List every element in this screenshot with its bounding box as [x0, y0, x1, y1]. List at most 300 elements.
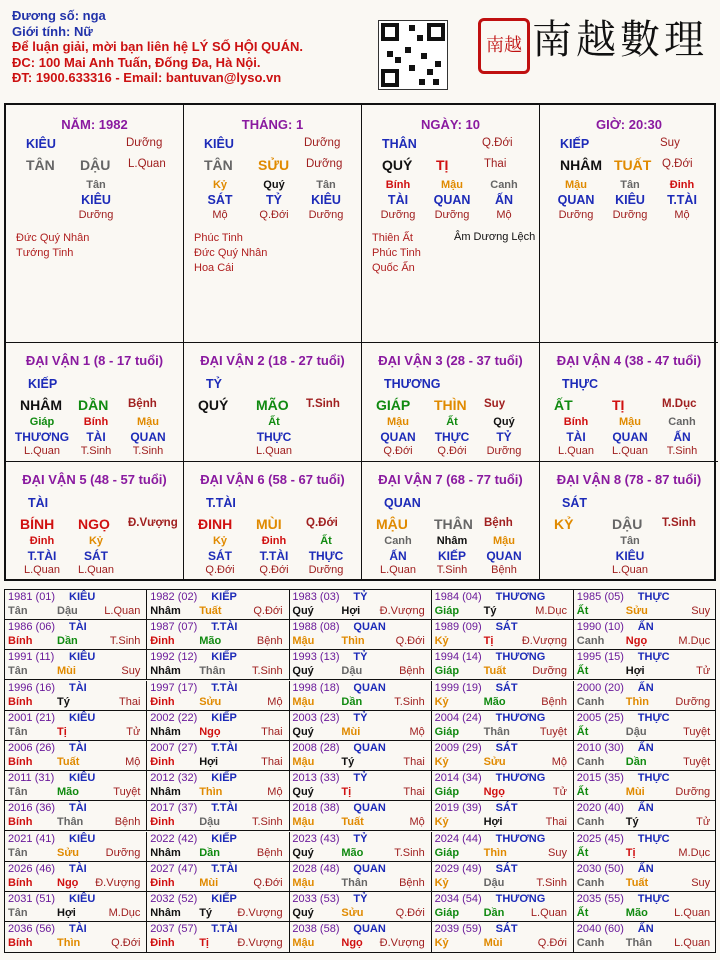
- year-state: L.Quan: [674, 937, 711, 950]
- dai-van-branch: THÂN: [434, 516, 473, 532]
- dai-van-state: Suy: [484, 398, 506, 410]
- year-label: 2014 (34): [434, 772, 482, 785]
- year-cell[interactable]: [147, 922, 289, 952]
- year-state: Q.Đới: [253, 605, 283, 617]
- year-stem: Canh: [576, 876, 605, 889]
- year-branch: Tị: [625, 846, 636, 859]
- year-state: Q.Đới: [537, 937, 567, 950]
- year-branch: Thân: [199, 665, 226, 678]
- address-line: ĐC: 100 Mai Anh Tuấn, Đống Đa, Hà Nội.: [12, 54, 261, 70]
- hidden-stem: Mậu: [619, 416, 641, 428]
- phone-email-line: ĐT: 1900.633316 - Email: bantuvan@lyso.vn: [12, 70, 282, 85]
- year-stem: Tân: [8, 907, 28, 919]
- year-label: 2004 (24): [434, 711, 482, 724]
- year-label: 2032 (52): [150, 893, 198, 905]
- year-cell[interactable]: [5, 681, 147, 711]
- hidden-god: QUAN: [433, 193, 471, 207]
- hidden-stem: Đinh: [669, 179, 695, 191]
- year-cell[interactable]: [5, 892, 147, 922]
- earthly-branch: DẬU: [80, 157, 111, 173]
- year-god: TỶ: [353, 651, 368, 664]
- year-branch: Hợi: [199, 756, 219, 768]
- year-branch: Hợi: [483, 816, 503, 829]
- earthly-branch: TỊ: [436, 157, 449, 173]
- year-stem: Tân: [8, 786, 28, 799]
- year-stem: Mậu: [292, 876, 315, 889]
- year-god: THỰC: [637, 832, 670, 845]
- year-label: 2012 (32): [150, 772, 198, 785]
- year-cell[interactable]: [289, 892, 431, 922]
- dai-van-branch: MÃO: [256, 397, 289, 413]
- year-god: ẤN: [637, 681, 654, 694]
- year-label: 2005 (25): [576, 711, 624, 724]
- year-cell[interactable]: [574, 801, 716, 831]
- year-cell[interactable]: [5, 620, 147, 650]
- hidden-stem: Đinh: [29, 535, 55, 547]
- dai-van-state: T.Sinh: [306, 398, 340, 410]
- year-state: T.Sinh: [109, 635, 141, 648]
- year-label: 1994 (14): [434, 651, 482, 664]
- year-cell[interactable]: [147, 650, 289, 680]
- dai-van-title[interactable]: ĐẠI VẬN 6 (58 - 67 tuổi): [200, 472, 345, 487]
- year-branch: Dậu: [341, 665, 363, 678]
- year-state: Q.Đới: [395, 635, 425, 648]
- year-cell[interactable]: [5, 590, 147, 620]
- hidden-state: L.Quan: [77, 564, 115, 576]
- hidden-stem: Mậu: [493, 535, 515, 547]
- pillar-cell: [362, 105, 540, 343]
- dai-van-branch: MÙI: [256, 516, 282, 532]
- year-branch: Ngọ: [483, 786, 505, 799]
- star-note: Tướng Tinh: [16, 247, 74, 259]
- year-stem: Ất: [576, 907, 589, 919]
- year-state: L.Quan: [104, 605, 141, 617]
- hidden-god: KIẾP: [437, 549, 467, 563]
- hidden-state: L.Quan: [23, 445, 61, 457]
- year-cell[interactable]: [289, 832, 431, 862]
- year-state: Tuyệt: [539, 725, 567, 738]
- star-note: Đức Quý Nhân: [16, 232, 90, 244]
- hidden-state: T.Sinh: [132, 445, 164, 457]
- hidden-stem: Tân: [316, 179, 336, 191]
- star-note: Quốc Ấn: [372, 262, 415, 274]
- year-label: 2000 (20): [576, 681, 624, 694]
- year-cell[interactable]: [289, 711, 431, 741]
- year-cell[interactable]: [432, 681, 574, 711]
- hidden-state: T.Sinh: [666, 445, 698, 457]
- year-stem: Nhâm: [150, 907, 181, 919]
- year-label: 1997 (17): [150, 681, 198, 694]
- dai-van-cell: [362, 343, 540, 462]
- pillar-god-state: Dưỡng: [126, 137, 163, 149]
- year-god: QUAN: [353, 621, 386, 634]
- hidden-state: L.Quan: [611, 445, 649, 457]
- dai-van-state: Bệnh: [484, 517, 513, 529]
- hidden-stem: Canh: [490, 179, 518, 191]
- year-label: 2038 (58): [292, 923, 340, 936]
- hidden-state: T.Sinh: [436, 564, 468, 576]
- year-god: KIÊU: [69, 591, 96, 603]
- year-stem: Canh: [576, 695, 605, 708]
- year-cell[interactable]: [289, 862, 431, 892]
- year-label: 2023 (43): [292, 832, 340, 845]
- hidden-state: Dưỡng: [612, 209, 648, 221]
- year-state: Dưỡng: [105, 846, 141, 859]
- year-branch: Hợi: [57, 907, 76, 919]
- dai-van-title[interactable]: ĐẠI VẬN 5 (48 - 57 tuổi): [22, 472, 167, 487]
- year-god: ẤN: [637, 802, 654, 815]
- year-branch: Dậu: [199, 816, 220, 829]
- hidden-state: Q.Đới: [437, 445, 467, 457]
- year-god: SÁT: [495, 742, 518, 754]
- year-label: 2030 (50): [576, 862, 624, 875]
- year-god: KIẾP: [211, 772, 237, 785]
- year-branch: Dậu: [57, 605, 78, 617]
- dai-van-state: Bệnh: [128, 398, 157, 410]
- year-label: 2020 (40): [576, 802, 624, 815]
- year-cell[interactable]: [147, 832, 289, 862]
- year-branch: Tị: [483, 635, 494, 648]
- year-branch: Tuất: [57, 756, 80, 768]
- branch-state: Dưỡng: [306, 158, 343, 170]
- year-god: T.TÀI: [211, 621, 238, 634]
- year-stem: Ất: [576, 846, 589, 859]
- year-branch: Sửu: [57, 846, 80, 859]
- year-stem: Kỷ: [434, 937, 449, 950]
- year-stem: Canh: [576, 635, 605, 648]
- hidden-stem: Tân: [620, 535, 640, 547]
- year-label: 1989 (09): [434, 621, 482, 634]
- hidden-stem: Mậu: [565, 179, 587, 191]
- year-branch: Mão: [483, 695, 506, 708]
- year-cell[interactable]: [147, 801, 289, 831]
- year-state: Tử: [552, 786, 567, 799]
- year-cell[interactable]: [432, 771, 574, 801]
- year-branch: Dần: [483, 907, 505, 919]
- year-god: TÀI: [69, 742, 87, 754]
- dai-van-title[interactable]: ĐẠI VẬN 2 (18 - 27 tuổi): [200, 353, 345, 368]
- year-cell[interactable]: [432, 620, 574, 650]
- year-stem: Bính: [8, 816, 33, 829]
- year-branch: Dần: [57, 635, 78, 648]
- year-stem: Ất: [576, 786, 589, 799]
- year-cell[interactable]: [432, 711, 574, 741]
- year-cell[interactable]: [574, 711, 716, 741]
- year-branch: Tý: [57, 695, 70, 708]
- year-branch: Mão: [199, 635, 222, 648]
- star-note: Phúc Tinh: [194, 232, 243, 244]
- year-cell[interactable]: [147, 590, 289, 620]
- hidden-god: TÀI: [566, 430, 586, 444]
- hidden-god: QUAN: [130, 430, 166, 444]
- year-cell[interactable]: [289, 620, 431, 650]
- hidden-god: T.TÀI: [27, 549, 57, 563]
- year-stem: Đinh: [150, 695, 175, 708]
- hidden-state: Dưỡng: [558, 209, 594, 221]
- year-cell[interactable]: [574, 862, 716, 892]
- year-stem: Đinh: [150, 937, 175, 950]
- year-branch: Mão: [341, 846, 364, 859]
- year-branch: Tị: [199, 937, 209, 950]
- year-state: Q.Đới: [111, 937, 141, 950]
- year-label: 1982 (02): [150, 591, 198, 603]
- dai-van-title[interactable]: ĐẠI VẬN 3 (28 - 37 tuổi): [378, 353, 523, 368]
- year-stem: Giáp: [434, 605, 460, 617]
- year-stem: Tân: [8, 846, 28, 859]
- year-label: 1995 (15): [576, 651, 624, 664]
- hidden-god: SÁT: [207, 193, 233, 207]
- year-label: 2037 (57): [150, 923, 198, 936]
- dai-van-cell: [6, 343, 184, 462]
- hidden-god: ẤN: [494, 193, 514, 207]
- dai-van-branch: TỊ: [612, 397, 625, 413]
- year-cell[interactable]: [147, 862, 289, 892]
- year-god: KIẾP: [211, 651, 237, 664]
- year-cell[interactable]: [574, 771, 716, 801]
- dai-van-title[interactable]: ĐẠI VẬN 4 (38 - 47 tuổi): [556, 353, 702, 368]
- year-cell[interactable]: [432, 922, 574, 952]
- dai-van-title[interactable]: ĐẠI VẬN 8 (78 - 87 tuổi): [556, 472, 702, 487]
- hidden-stem: Kỷ: [88, 535, 104, 547]
- year-branch: Thân: [57, 816, 84, 829]
- year-stem: Kỷ: [434, 876, 449, 889]
- year-god: T.TÀI: [211, 923, 238, 936]
- year-stem: Bính: [8, 876, 33, 889]
- year-god: TÀI: [69, 681, 87, 694]
- dai-van-cell: [540, 462, 718, 581]
- year-branch: Ngọ: [625, 635, 648, 648]
- year-god: QUAN: [353, 742, 386, 754]
- year-label: 2011 (31): [8, 772, 55, 785]
- year-stem: Mậu: [292, 816, 315, 829]
- dai-van-stem: ẤT: [554, 397, 573, 413]
- year-label: 2025 (45): [576, 832, 624, 845]
- year-god: TÀI: [69, 862, 87, 875]
- year-cell[interactable]: [574, 922, 716, 952]
- year-cell[interactable]: [289, 922, 431, 952]
- pillar-god-state: Q.Đới: [482, 137, 513, 149]
- year-god: SÁT: [495, 621, 518, 634]
- year-god: TỶ: [353, 772, 368, 785]
- year-cell[interactable]: [5, 741, 147, 771]
- dai-van-stem: NHÂM: [20, 397, 62, 413]
- year-cell[interactable]: [5, 650, 147, 680]
- year-stem: Quý: [292, 725, 314, 738]
- hidden-state: L.Quan: [23, 564, 61, 576]
- year-branch: Thìn: [57, 937, 81, 950]
- year-branch: Ngọ: [57, 876, 79, 889]
- year-state: Tử: [126, 725, 141, 738]
- year-stem: Bính: [8, 756, 33, 768]
- hidden-god: SÁT: [84, 549, 108, 563]
- year-cell[interactable]: [574, 892, 716, 922]
- year-cell[interactable]: [147, 892, 289, 922]
- pillar-god: KIÊU: [204, 137, 234, 151]
- hidden-god: KIÊU: [81, 193, 111, 207]
- year-stem: Quý: [292, 907, 314, 919]
- pillar-title[interactable]: NGÀY: 10: [421, 117, 480, 132]
- year-label: 2029 (49): [434, 862, 482, 875]
- year-god: THƯƠNG: [495, 591, 546, 603]
- year-branch: Ngọ: [341, 937, 363, 950]
- year-label: 2007 (27): [150, 742, 198, 754]
- year-branch: Tý: [199, 907, 213, 919]
- year-god: THỰC: [637, 893, 670, 905]
- hidden-stem: Mậu: [387, 416, 409, 428]
- year-god: SÁT: [495, 681, 518, 694]
- heavenly-stem: TÂN: [26, 157, 55, 173]
- dai-van-title[interactable]: ĐẠI VẬN 1 (8 - 17 tuổi): [25, 353, 164, 368]
- pillar-title[interactable]: THÁNG: 1: [241, 117, 304, 132]
- year-cell[interactable]: [289, 771, 431, 801]
- hidden-stem: Tân: [86, 179, 106, 191]
- year-god: TỶ: [353, 591, 368, 603]
- year-cell[interactable]: [432, 862, 574, 892]
- year-stem: Nhâm: [150, 786, 181, 799]
- hidden-stem: Nhâm: [436, 535, 468, 547]
- year-state: Bệnh: [399, 876, 425, 889]
- year-cell[interactable]: [432, 832, 574, 862]
- brand-logo: 南越數理: [532, 17, 708, 63]
- header-info: [12, 8, 303, 86]
- year-stem: Quý: [292, 786, 314, 799]
- year-god: THƯƠNG: [495, 711, 546, 724]
- contact-line: Để luận giải, mời bạn liên hệ LÝ SỐ HỘI QUÁN.: [12, 39, 303, 54]
- year-cell[interactable]: [289, 590, 431, 620]
- year-stem: Đinh: [150, 756, 175, 768]
- year-state: Mộ: [551, 756, 567, 768]
- year-branch: Thân: [625, 937, 653, 950]
- year-label: 2013 (33): [292, 772, 340, 785]
- dai-van-god: TÀI: [28, 496, 49, 510]
- dai-van-stem: QUÝ: [198, 397, 229, 413]
- year-branch: Mùi: [483, 937, 503, 950]
- dai-van-title[interactable]: ĐẠI VẬN 7 (68 - 77 tuổi): [378, 472, 523, 487]
- hidden-state: Mộ: [212, 209, 228, 221]
- year-state: Tử: [696, 816, 711, 829]
- year-cell[interactable]: [432, 892, 574, 922]
- year-cell[interactable]: [289, 801, 431, 831]
- pillar-title[interactable]: GIỜ: 20:30: [595, 117, 662, 132]
- year-label: 1988 (08): [292, 621, 340, 634]
- year-cell[interactable]: [5, 832, 147, 862]
- year-state: Q.Đới: [395, 907, 425, 919]
- dai-van-branch: DẬU: [612, 516, 643, 532]
- year-label: 2034 (54): [434, 893, 482, 905]
- year-god: THƯƠNG: [495, 832, 546, 845]
- year-cell[interactable]: [147, 771, 289, 801]
- hidden-stem: Kỷ: [212, 535, 228, 547]
- year-cell[interactable]: [574, 590, 716, 620]
- hidden-stem: Bính: [385, 179, 411, 191]
- year-cell[interactable]: [147, 620, 289, 650]
- year-cell[interactable]: [289, 650, 431, 680]
- year-cell[interactable]: [147, 711, 289, 741]
- heavenly-stem: QUÝ: [382, 157, 413, 173]
- year-god: QUAN: [353, 862, 386, 875]
- year-label: 2039 (59): [434, 923, 482, 936]
- hidden-state: Dưỡng: [434, 209, 470, 221]
- year-label: 2002 (22): [150, 711, 198, 724]
- year-cell[interactable]: [5, 771, 147, 801]
- year-god: THƯƠNG: [495, 651, 546, 664]
- hidden-state: Dưỡng: [486, 445, 522, 457]
- year-cell[interactable]: [5, 801, 147, 831]
- hidden-stem: Bính: [563, 416, 589, 428]
- year-state: Suy: [691, 605, 711, 617]
- pillar-god: KIẾP: [560, 137, 590, 151]
- year-cell[interactable]: [574, 681, 716, 711]
- year-cell[interactable]: [432, 590, 574, 620]
- year-cell[interactable]: [574, 741, 716, 771]
- year-label: 1991 (11): [8, 651, 55, 664]
- dai-van-god: THƯƠNG: [384, 377, 441, 391]
- year-state: Tử: [696, 665, 711, 678]
- year-cell[interactable]: [147, 681, 289, 711]
- pillar-god-state: Dưỡng: [304, 137, 341, 149]
- year-branch: Dần: [625, 756, 647, 768]
- year-cell[interactable]: [432, 801, 574, 831]
- year-branch: Tuất: [341, 816, 364, 829]
- hidden-god: THỰC: [256, 430, 292, 444]
- year-label: 2015 (35): [576, 772, 624, 785]
- gender: Giới tính: Nữ: [12, 23, 93, 39]
- year-cell[interactable]: [147, 741, 289, 771]
- heavenly-stem: TÂN: [204, 157, 233, 173]
- pillar-title[interactable]: NĂM: 1982: [61, 117, 128, 132]
- year-label: 2031 (51): [8, 893, 56, 905]
- year-branch: Tý: [483, 605, 497, 617]
- year-branch: Dần: [199, 846, 220, 859]
- year-cell[interactable]: [574, 650, 716, 680]
- year-cell[interactable]: [432, 741, 574, 771]
- year-cell[interactable]: [574, 832, 716, 862]
- year-cell[interactable]: [5, 862, 147, 892]
- year-branch: Thìn: [625, 695, 650, 708]
- year-stem: Canh: [576, 756, 605, 768]
- year-god: QUAN: [353, 923, 386, 936]
- year-label: 1984 (04): [434, 591, 482, 603]
- year-stem: Giáp: [434, 907, 460, 919]
- year-cell[interactable]: [574, 620, 716, 650]
- year-cell[interactable]: [432, 650, 574, 680]
- year-cell[interactable]: [289, 681, 431, 711]
- year-cell[interactable]: [289, 741, 431, 771]
- year-state: Bệnh: [256, 846, 283, 859]
- year-stem: Nhâm: [150, 725, 181, 738]
- year-label: 2008 (28): [292, 742, 340, 754]
- year-label: 2022 (42): [150, 832, 198, 845]
- year-cell[interactable]: [5, 922, 147, 952]
- year-label: 2019 (39): [434, 802, 482, 815]
- hidden-state: T.Sinh: [80, 445, 112, 457]
- year-branch: Mùi: [625, 786, 645, 799]
- year-state: Suy: [691, 876, 711, 889]
- year-stem: Quý: [292, 605, 314, 617]
- year-state: Mộ: [267, 786, 283, 799]
- year-god: T.TÀI: [211, 742, 238, 754]
- pillar-god-state: Suy: [660, 137, 680, 149]
- hidden-state: Q.Đới: [205, 564, 235, 576]
- year-cell[interactable]: [5, 711, 147, 741]
- year-label: 2035 (55): [576, 893, 624, 905]
- dai-van-cell: [184, 462, 362, 581]
- year-state: Suy: [548, 846, 567, 859]
- year-god: SÁT: [495, 862, 518, 875]
- dai-van-state: T.Sinh: [662, 517, 696, 529]
- hidden-state: Dưỡng: [308, 564, 344, 576]
- year-branch: Dậu: [625, 725, 647, 738]
